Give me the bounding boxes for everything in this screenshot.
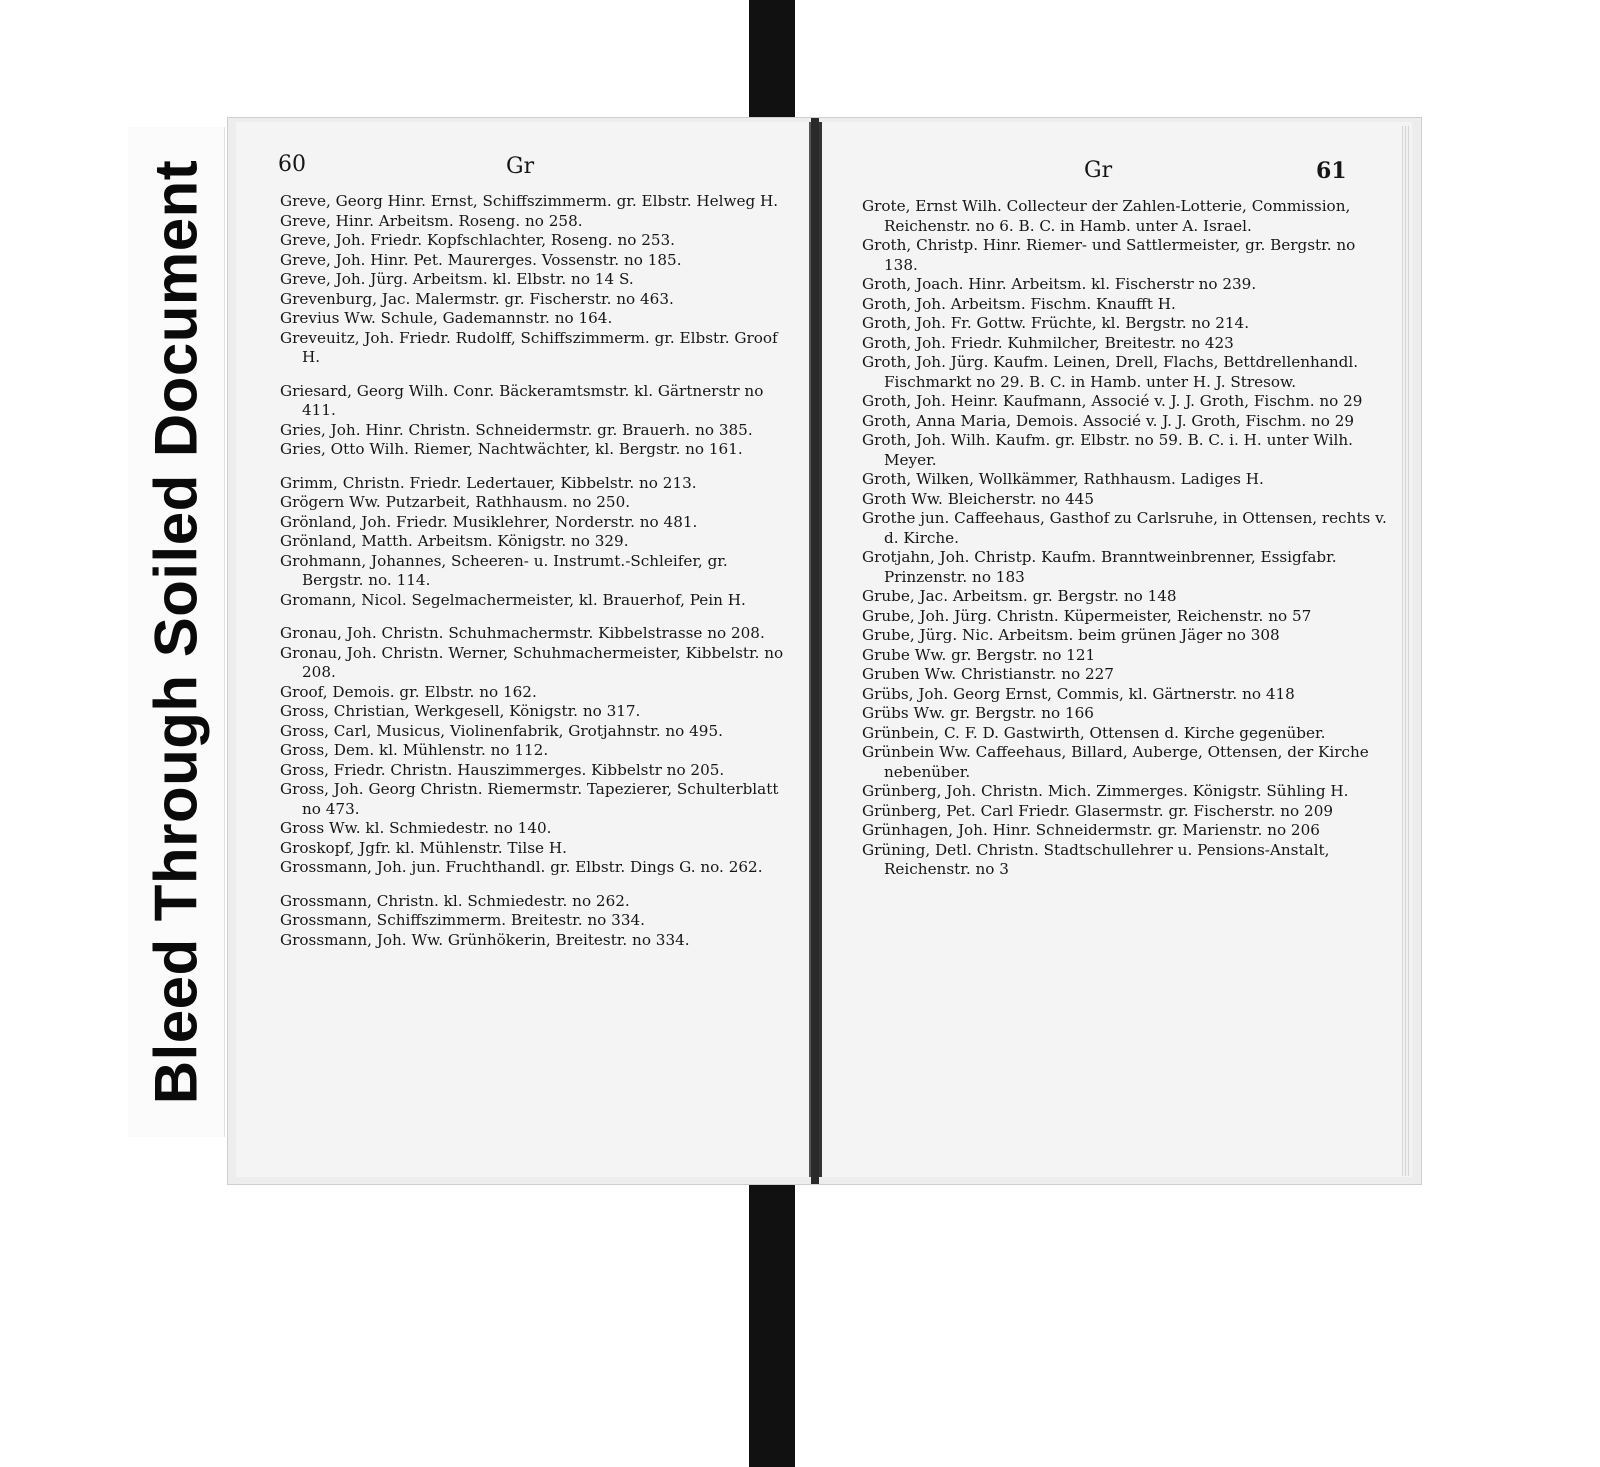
directory-entry: Grossmann, Joh. Ww. Grünhökerin, Breitestr. no 334. <box>280 930 690 949</box>
directory-entry: Grossmann, Joh. jun. Fruchthandl. gr. Elbstr. Dings G. no. 262. <box>280 858 763 876</box>
directory-entry: Groof, Demois. gr. Elbstr. no 162. <box>280 682 537 701</box>
directory-entry: Gronau, Joh. Christn. Schuhmachermstr. Kibbelstrasse no 208. <box>280 624 765 642</box>
directory-entry: Grübs Ww. gr. Bergstr. no 166 <box>862 704 1094 722</box>
directory-entry: Groth, Christp. Hinr. Riemer- und Sattlermeister, gr. Bergstr. no 138. <box>862 236 1356 274</box>
directory-entry: Grünbein, C. F. D. Gastwirth, Ottensen d. Kirche gegenüber. <box>862 723 1326 742</box>
left-running-head <box>236 152 809 182</box>
binding-strip-bottom <box>749 1175 795 1467</box>
directory-entry: Groskopf, Jgfr. kl. Mühlenstr. Tilse H. <box>280 838 567 857</box>
directory-entry: Gross, Dem. kl. Mühlenstr. no 112. <box>280 741 549 759</box>
directory-entry: Greve, Joh. Hinr. Pet. Maurerges. Vossenstr. no 185. <box>280 250 682 269</box>
directory-entry: Gries, Otto Wilh. Riemer, Nachtwächter, kl. Bergstr. no 161. <box>280 440 743 458</box>
side-label-text: Bleed Through Soiled Document <box>142 159 210 1105</box>
side-label-card <box>128 127 225 1137</box>
directory-entry: Gruben Ww. Christianstr. no 227 <box>862 665 1114 683</box>
book-spread <box>228 118 1421 1184</box>
directory-entry: Gross, Friedr. Christn. Hauszimmerges. Kibbelstr no 205. <box>280 760 725 779</box>
directory-entry: Groth, Anna Maria, Demois. Associé v. J. J. Groth, Fischm. no 29 <box>862 411 1355 430</box>
directory-entry: Gromann, Nicol. Segelmachermeister, kl. Brauerhof, Pein H. <box>280 590 746 609</box>
directory-entry: Groth, Wilken, Wollkämmer, Rathhausm. Ladiges H. <box>862 470 1264 488</box>
directory-entry: Grünberg, Pet. Carl Friedr. Glasermstr. gr. Fischerstr. no 209 <box>862 801 1334 820</box>
directory-entry: Gross, Christian, Werkgesell, Königstr. no 317. <box>280 702 641 720</box>
left-head-letters: Gr <box>506 154 535 179</box>
directory-entry: Grohmann, Johannes, Scheeren- u. Instrumt.-Schleifer, gr. Bergstr. no. 114. <box>280 551 728 589</box>
directory-entry: Grübs, Joh. Georg Ernst, Commis, kl. Gärtnerstr. no 418 <box>862 684 1295 703</box>
directory-entry: Grüning, Detl. Christn. Stadtschullehrer u. Pensions-Anstalt, Reichenstr. no 3 <box>862 840 1330 878</box>
left-page-number: 60 <box>278 152 306 177</box>
binding-strip-top <box>749 0 795 125</box>
right-entry-list <box>822 197 1412 880</box>
directory-entry: Grönland, Matth. Arbeitsm. Königstr. no 329. <box>280 532 629 550</box>
directory-entry: Grünbein Ww. Caffeehaus, Billard, Auberge, Ottensen, der Kirche nebenüber. <box>862 743 1369 781</box>
directory-entry: Grögern Ww. Putzarbeit, Rathhausm. no 250. <box>280 493 631 511</box>
directory-entry: Grube, Jac. Arbeitsm. gr. Bergstr. no 148 <box>862 587 1177 605</box>
directory-entry: Groth, Joh. Arbeitsm. Fischm. Knaufft H. <box>862 294 1176 313</box>
directory-entry: Grote, Ernst Wilh. Collecteur der Zahlen-Lotterie, Commission, Reichenstr. no 6. B. C. in Hamb. unter A. Israel. <box>862 197 1351 235</box>
right-running-head <box>822 152 1412 182</box>
directory-entry: Greveuitz, Joh. Friedr. Rudolff, Schiffszimmerm. gr. Elbstr. Groof H. <box>280 328 778 366</box>
directory-entry: Gross, Joh. Georg Christn. Riemermstr. Tapezierer, Schulterblatt no 473. <box>280 780 779 818</box>
directory-entry: Grimm, Christn. Friedr. Ledertauer, Kibbelstr. no 213. <box>280 473 697 492</box>
directory-entry: Grossmann, Christn. kl. Schmiedestr. no 262. <box>280 891 630 910</box>
directory-entry: Gross, Carl, Musicus, Violinenfabrik, Grotjahnstr. no 495. <box>280 721 723 740</box>
directory-entry: Groth, Joh. Heinr. Kaufmann, Associé v. J. J. Groth, Fischm. no 29 <box>862 392 1363 410</box>
directory-entry: Grevenburg, Jac. Malermstr. gr. Fischerstr. no 463. <box>280 289 674 308</box>
directory-entry: Groth, Joh. Friedr. Kuhmilcher, Breitestr. no 423 <box>862 333 1234 352</box>
directory-entry: Grevius Ww. Schule, Gademannstr. no 164. <box>280 309 613 327</box>
right-page-number: 61 <box>1316 158 1347 184</box>
directory-entry: Gries, Joh. Hinr. Christn. Schneidermstr. gr. Brauerh. no 385. <box>280 420 753 439</box>
right-head-letters: Gr <box>1084 158 1113 183</box>
directory-entry: Greve, Joh. Jürg. Arbeitsm. kl. Elbstr. no 14 S. <box>280 270 634 288</box>
directory-entry: Greve, Georg Hinr. Ernst, Schiffszimmerm. gr. Elbstr. Helweg H. <box>280 192 779 210</box>
left-page <box>236 122 812 1177</box>
directory-entry: Grube Ww. gr. Bergstr. no 121 <box>862 645 1096 664</box>
directory-entry: Griesard, Georg Wilh. Conr. Bäckeramtsmstr. kl. Gärtnerstr no 411. <box>280 381 764 419</box>
right-page <box>819 122 1412 1177</box>
directory-entry: Grossmann, Schiffszimmerm. Breitestr. no 334. <box>280 911 645 929</box>
directory-entry: Grube, Jürg. Nic. Arbeitsm. beim grünen Jäger no 308 <box>862 626 1280 644</box>
book-gutter <box>811 118 819 1184</box>
directory-entry: Grube, Joh. Jürg. Christn. Küpermeister, Reichenstr. no 57 <box>862 606 1312 625</box>
directory-entry: Groth, Joh. Wilh. Kaufm. gr. Elbstr. no 59. B. C. i. H. unter Wilh. Meyer. <box>862 431 1353 469</box>
directory-entry: Gronau, Joh. Christn. Werner, Schuhmachermeister, Kibbelstr. no 208. <box>280 643 784 681</box>
directory-entry: Grothe jun. Caffeehaus, Gasthof zu Carlsruhe, in Ottensen, rechts v. d. Kirche. <box>862 509 1387 547</box>
directory-entry: Groth Ww. Bleicherstr. no 445 <box>862 489 1094 508</box>
left-entry-list <box>236 192 809 950</box>
directory-entry: Grönland, Joh. Friedr. Musiklehrer, Norderstr. no 481. <box>280 512 698 531</box>
directory-entry: Greve, Joh. Friedr. Kopfschlachter, Roseng. no 253. <box>280 231 676 249</box>
directory-entry: Greve, Hinr. Arbeitsm. Roseng. no 258. <box>280 211 583 230</box>
page-edges <box>1402 126 1410 1176</box>
directory-entry: Gross Ww. kl. Schmiedestr. no 140. <box>280 819 552 837</box>
directory-entry: Groth, Joh. Fr. Gottw. Früchte, kl. Bergstr. no 214. <box>862 314 1250 332</box>
directory-entry: Grotjahn, Joh. Christp. Kaufm. Branntweinbrenner, Essigfabr. Prinzenstr. no 183 <box>862 548 1337 586</box>
directory-entry: Groth, Joach. Hinr. Arbeitsm. kl. Fischerstr no 239. <box>862 275 1257 293</box>
directory-entry: Grünhagen, Joh. Hinr. Schneidermstr. gr. Marienstr. no 206 <box>862 821 1320 839</box>
directory-entry: Groth, Joh. Jürg. Kaufm. Leinen, Drell, Flachs, Bettdrellenhandl. Fischmarkt no 29. B. C. in Hamb. unter H. J. Stresow. <box>862 353 1359 391</box>
directory-entry: Grünberg, Joh. Christn. Mich. Zimmerges. Königstr. Sühling H. <box>862 782 1349 800</box>
